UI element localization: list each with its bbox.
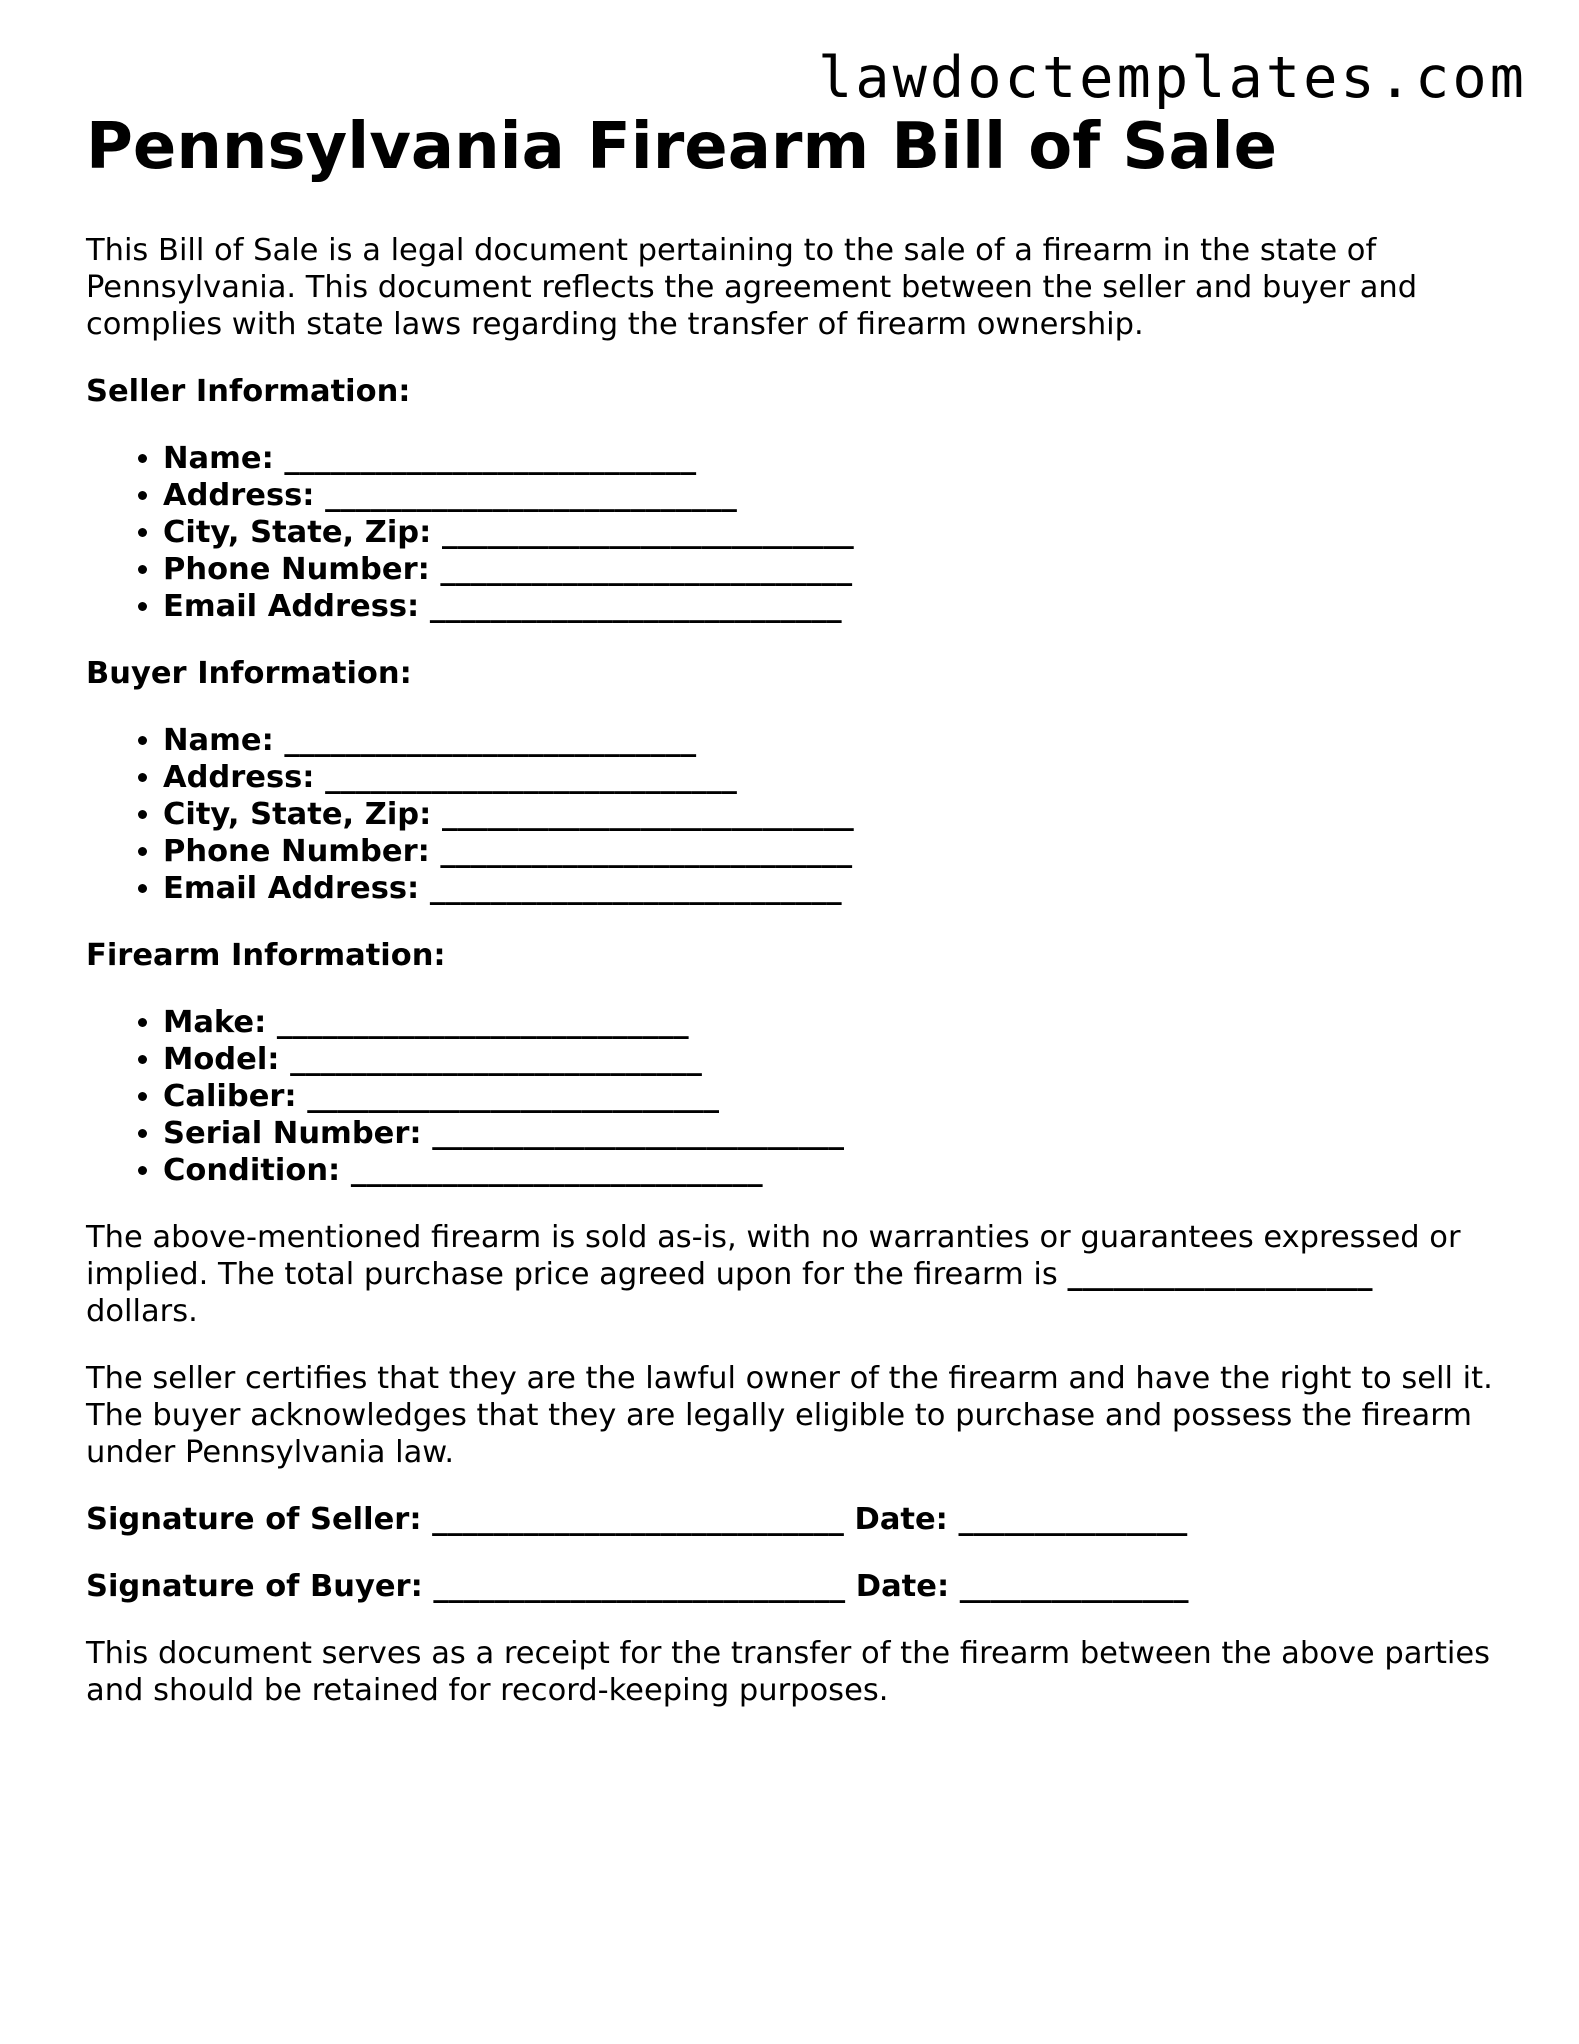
buyer-phone-field: • Phone Number: ___________________________ bbox=[163, 833, 1506, 870]
page-title: Pennsylvania Firearm Bill of Sale bbox=[86, 110, 1277, 184]
buyer-name-field: • Name: ___________________________ bbox=[163, 722, 1506, 759]
seller-fields bbox=[86, 440, 1506, 625]
intro-paragraph: This Bill of Sale is a legal document pertaining to the sale of a firearm in the state of Pennsylvania. This document reflects the agreement between the seller and buyer and complies with state laws regarding the transfer of firearm ownership. bbox=[86, 233, 1418, 343]
buyer-address-field: • Address: ___________________________ bbox=[163, 759, 1506, 796]
buyer-signature-line: Signature of Buyer: ___________________________ Date: _______________ bbox=[86, 1569, 1189, 1605]
buyer-heading: Buyer Information: bbox=[86, 656, 412, 692]
buyer-fields bbox=[86, 722, 1506, 907]
dollars-text: dollars. bbox=[86, 1294, 198, 1330]
firearm-make-field: • Make: ___________________________ bbox=[163, 1004, 1506, 1041]
seller-heading: Seller Information: bbox=[86, 374, 411, 410]
seller-signature-line: Signature of Seller: ___________________________ Date: _______________ bbox=[86, 1502, 1188, 1538]
as-is-text: The above-mentioned firearm is sold as-is, with no warranties or guarantees expressed or implied. The total purchase price agreed upon for the firearm is bbox=[86, 1220, 1461, 1293]
firearm-fields bbox=[86, 1004, 1506, 1189]
watermark: lawdoctemplates.com bbox=[817, 45, 1527, 111]
firearm-heading: Firearm Information: bbox=[86, 938, 446, 974]
seller-phone-field: • Phone Number: ___________________________ bbox=[163, 551, 1506, 588]
seller-email-field: • Email Address: ___________________________ bbox=[163, 588, 1506, 625]
seller-name-field: • Name: ___________________________ bbox=[163, 440, 1506, 477]
document-page bbox=[86, 112, 1506, 1709]
firearm-caliber-field: • Caliber: ___________________________ bbox=[163, 1078, 1506, 1115]
receipt-paragraph: This document serves as a receipt for the transfer of the firearm between the above parties and should be retained for record-keeping purposes. bbox=[86, 1636, 1491, 1709]
seller-address-field: • Address: ___________________________ bbox=[163, 477, 1506, 514]
firearm-condition-field: • Condition: ___________________________ bbox=[163, 1152, 1506, 1189]
certification-paragraph: The seller certifies that they are the lawful owner of the firearm and have the right to sell it. The buyer acknowledges that they are legally eligible to purchase and possess the firearm under Pennsylvania law. bbox=[86, 1361, 1493, 1471]
price-blank: ____________________ bbox=[1067, 1257, 1373, 1293]
firearm-serial-field: • Serial Number: ___________________________ bbox=[163, 1115, 1506, 1152]
seller-city-state-zip-field: • City, State, Zip: ___________________________ bbox=[163, 514, 1506, 551]
as-is-paragraph bbox=[86, 1219, 1506, 1330]
firearm-model-field: • Model: ___________________________ bbox=[163, 1041, 1506, 1078]
buyer-email-field: • Email Address: ___________________________ bbox=[163, 870, 1506, 907]
buyer-city-state-zip-field: • City, State, Zip: ___________________________ bbox=[163, 796, 1506, 833]
